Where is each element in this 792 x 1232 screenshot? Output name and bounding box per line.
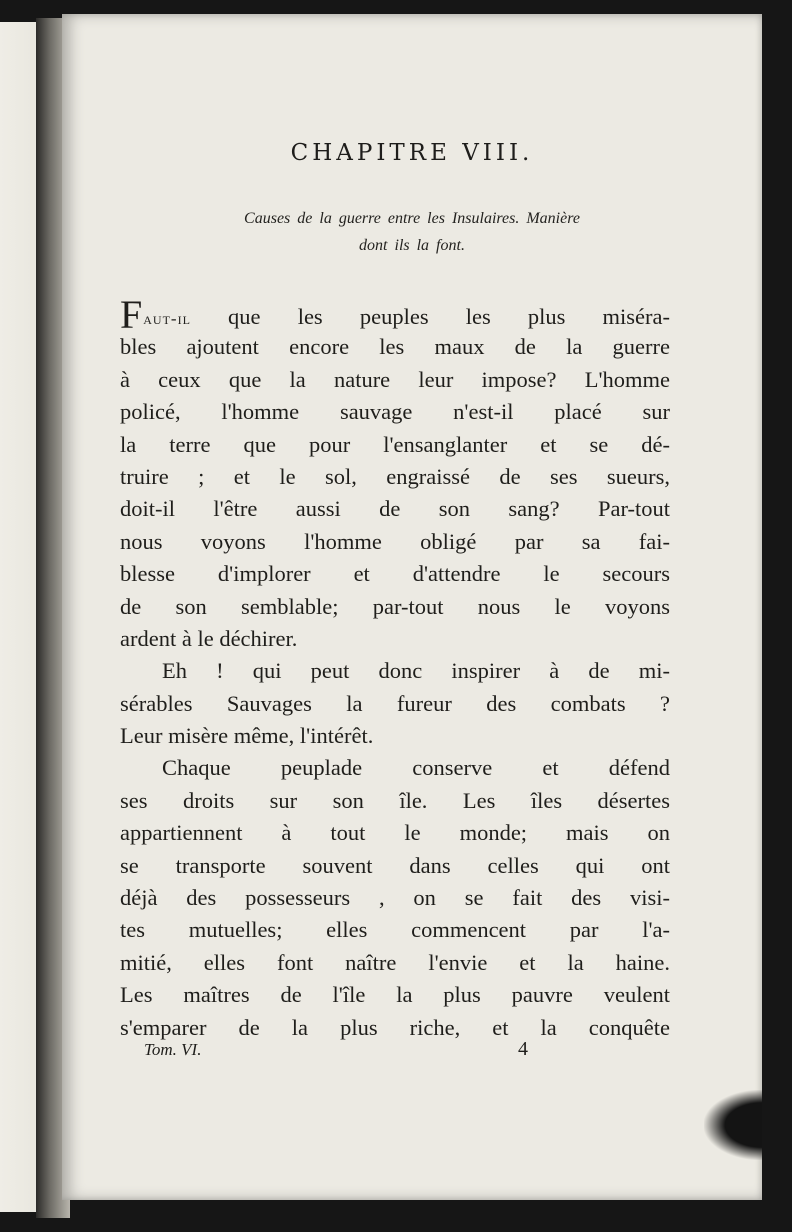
subtitle-line-2: dont ils la font. — [359, 237, 465, 254]
text-line: s'emparer de la plus riche, et la conquête — [120, 1014, 670, 1040]
text-line: à ceux que la nature leur impose? L'homme — [120, 366, 670, 392]
text-line: tes mutuelles; elles commencent par l'a- — [120, 917, 670, 943]
text-line: nous voyons l'homme obligé par sa fai- — [120, 528, 670, 554]
book-page — [62, 14, 762, 1200]
text-line: Chaque peuplade conserve et défend — [162, 755, 670, 781]
text-line: mitié, elles font naître l'envie et la haine. — [120, 949, 670, 975]
text-line: ses droits sur son île. Les îles désertes — [120, 787, 670, 813]
page-damage — [704, 1090, 762, 1160]
text-line: doit-il l'être aussi de son sang? Par-tout — [120, 496, 670, 522]
text-line: Eh ! qui peut donc inspirer à de mi- — [162, 658, 670, 684]
text-line: la terre que pour l'ensanglanter et se dé- — [120, 431, 670, 457]
text-line: truire ; et le sol, engraissé de ses sueurs, — [120, 463, 670, 489]
subtitle-line-1: Causes de la guerre entre les Insulaires. Manière — [244, 210, 580, 227]
chapter-subtitle — [132, 205, 692, 259]
body-text — [120, 292, 670, 1044]
text-line: ardent à le déchirer. — [120, 625, 298, 651]
lead-in: aut-il — [143, 309, 191, 328]
text-line: Leur misère même, l'intérêt. — [120, 723, 374, 749]
text-line: de son semblable; par-tout nous le voyons — [120, 593, 670, 619]
text-line: policé, l'homme sauvage n'est-il placé sur — [120, 399, 670, 425]
text-line: appartiennent à tout le monde; mais on — [120, 820, 670, 846]
text-line: blesse d'implorer et d'attendre le secours — [120, 561, 670, 587]
text-line: sérables Sauvages la fureur des combats ? — [120, 690, 670, 716]
text-line: Les maîtres de l'île la plus pauvre veulent — [120, 982, 670, 1008]
text-line: déjà des possesseurs , on se fait des visi- — [120, 885, 670, 911]
chapter-title: CHAPITRE VIII. — [290, 140, 534, 166]
signature-mark: 4 — [518, 1038, 528, 1060]
drop-cap: F — [120, 292, 143, 337]
text-line: bles ajoutent encore les maux de la guerre — [120, 334, 670, 360]
volume-mark: Tom. VI. — [144, 1040, 202, 1059]
text-line: se transporte souvent dans celles qui ont — [120, 852, 670, 878]
text-line: Faut-il que les peuples les plus miséra- — [120, 292, 670, 337]
